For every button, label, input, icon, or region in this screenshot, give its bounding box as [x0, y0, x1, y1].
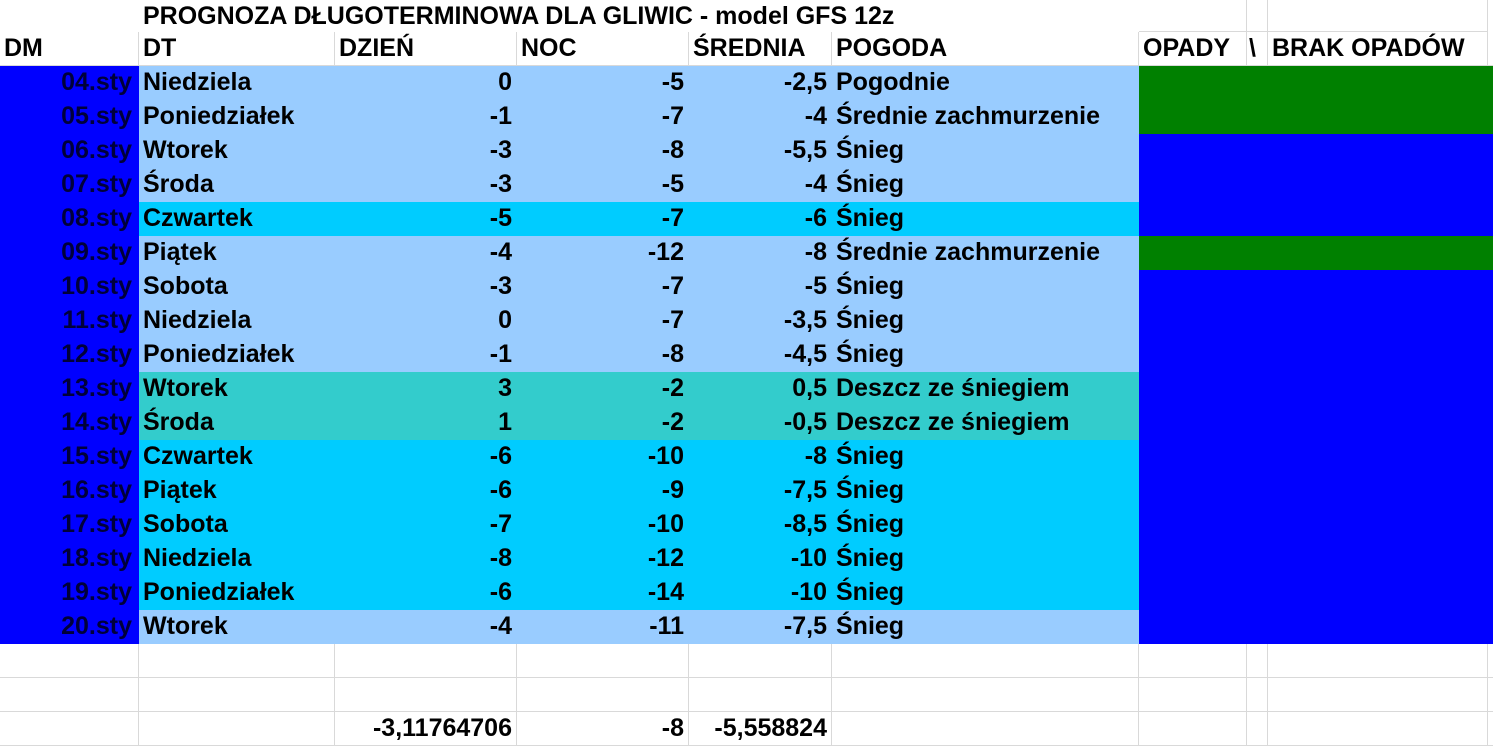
precipitation-indicator-cell[interactable] — [1139, 406, 1493, 440]
day-temp-cell[interactable]: 0 — [335, 304, 517, 338]
day-temp-cell[interactable]: -3 — [335, 168, 517, 202]
precipitation-indicator-cell[interactable] — [1139, 474, 1493, 508]
day-temp-cell[interactable]: 3 — [335, 372, 517, 406]
day-temp-cell[interactable]: -3 — [335, 270, 517, 304]
empty-cell[interactable] — [517, 644, 689, 678]
header-brak-opadow: BRAK OPADÓW — [1268, 32, 1488, 66]
date-cell[interactable]: 20.sty — [0, 610, 139, 644]
weather-cell[interactable]: Śnieg — [832, 304, 1139, 338]
night-temp-cell[interactable]: -7 — [517, 304, 689, 338]
date-cell[interactable]: 18.sty — [0, 542, 139, 576]
average-night-cell[interactable]: -8 — [517, 712, 689, 746]
weather-cell[interactable]: Średnie zachmurzenie — [832, 236, 1139, 270]
night-temp-cell[interactable]: -7 — [517, 202, 689, 236]
night-temp-cell[interactable]: -14 — [517, 576, 689, 610]
day-temp-cell[interactable]: -1 — [335, 338, 517, 372]
date-cell[interactable]: 10.sty — [0, 270, 139, 304]
day-temp-cell[interactable]: -8 — [335, 542, 517, 576]
weekday-cell[interactable]: Środa — [139, 168, 335, 202]
average-temp-cell[interactable]: -3,5 — [689, 304, 832, 338]
empty-cell[interactable] — [139, 678, 335, 712]
weather-cell[interactable]: Śnieg — [832, 134, 1139, 168]
empty-cell[interactable] — [1488, 0, 1493, 32]
precipitation-indicator-cell[interactable] — [1139, 100, 1493, 134]
night-temp-cell[interactable]: -12 — [517, 236, 689, 270]
empty-cell[interactable] — [139, 712, 335, 746]
precipitation-indicator-cell[interactable] — [1139, 270, 1493, 304]
average-temp-cell[interactable]: -4,5 — [689, 338, 832, 372]
average-temp-cell[interactable]: -2,5 — [689, 66, 832, 100]
night-temp-cell[interactable]: -2 — [517, 406, 689, 440]
weather-cell[interactable]: Śnieg — [832, 508, 1139, 542]
night-temp-cell[interactable]: -7 — [517, 270, 689, 304]
night-temp-cell[interactable]: -8 — [517, 134, 689, 168]
empty-cell[interactable] — [1488, 32, 1493, 66]
night-temp-cell[interactable]: -12 — [517, 542, 689, 576]
average-temp-cell[interactable]: 0,5 — [689, 372, 832, 406]
average-temp-cell[interactable]: -0,5 — [689, 406, 832, 440]
precipitation-indicator-cell[interactable] — [1139, 304, 1493, 338]
day-temp-cell[interactable]: -5 — [335, 202, 517, 236]
empty-cell[interactable] — [689, 678, 832, 712]
date-cell[interactable]: 07.sty — [0, 168, 139, 202]
day-temp-cell[interactable]: -7 — [335, 508, 517, 542]
night-temp-cell[interactable]: -2 — [517, 372, 689, 406]
header-opady: OPADY — [1139, 32, 1247, 66]
day-temp-cell[interactable]: -4 — [335, 236, 517, 270]
day-temp-cell[interactable]: -6 — [335, 576, 517, 610]
night-temp-cell[interactable]: -8 — [517, 338, 689, 372]
empty-cell[interactable] — [832, 678, 1139, 712]
header-separator: \ — [1247, 32, 1268, 66]
precipitation-indicator-cell[interactable] — [1139, 202, 1493, 236]
weekday-cell[interactable]: Niedziela — [139, 542, 335, 576]
weekday-cell[interactable]: Niedziela — [139, 304, 335, 338]
date-cell[interactable]: 15.sty — [0, 440, 139, 474]
weather-cell[interactable]: Śnieg — [832, 576, 1139, 610]
date-cell[interactable]: 11.sty — [0, 304, 139, 338]
weather-cell[interactable]: Średnie zachmurzenie — [832, 100, 1139, 134]
header-dm: DM — [0, 32, 139, 66]
empty-cell[interactable] — [1247, 644, 1268, 678]
average-temp-cell[interactable]: -7,5 — [689, 474, 832, 508]
weekday-cell[interactable]: Wtorek — [139, 134, 335, 168]
precipitation-indicator-cell[interactable] — [1139, 66, 1493, 100]
empty-cell[interactable] — [1139, 678, 1247, 712]
average-temp-cell[interactable]: -6 — [689, 202, 832, 236]
header-dt: DT — [139, 32, 335, 66]
header-pogoda: POGODA — [832, 32, 1139, 66]
weather-cell[interactable]: Śnieg — [832, 610, 1139, 644]
weather-cell[interactable]: Deszcz ze śniegiem — [832, 406, 1139, 440]
date-cell[interactable]: 14.sty — [0, 406, 139, 440]
weather-cell[interactable]: Śnieg — [832, 440, 1139, 474]
weather-cell[interactable]: Śnieg — [832, 202, 1139, 236]
weekday-cell[interactable]: Poniedziałek — [139, 100, 335, 134]
weekday-cell[interactable]: Poniedziałek — [139, 338, 335, 372]
average-temp-cell[interactable]: -5 — [689, 270, 832, 304]
night-temp-cell[interactable]: -9 — [517, 474, 689, 508]
average-temp-cell[interactable]: -7,5 — [689, 610, 832, 644]
weekday-cell[interactable]: Sobota — [139, 270, 335, 304]
empty-cell[interactable] — [1247, 712, 1268, 746]
empty-cell[interactable] — [832, 644, 1139, 678]
night-temp-cell[interactable]: -5 — [517, 168, 689, 202]
empty-cell[interactable] — [0, 712, 139, 746]
header-srednia: ŚREDNIA — [689, 32, 832, 66]
date-cell[interactable]: 16.sty — [0, 474, 139, 508]
weather-cell[interactable]: Śnieg — [832, 474, 1139, 508]
weekday-cell[interactable]: Wtorek — [139, 372, 335, 406]
weather-cell[interactable]: Pogodnie — [832, 66, 1139, 100]
day-temp-cell[interactable]: -3 — [335, 134, 517, 168]
precipitation-indicator-cell[interactable] — [1139, 236, 1493, 270]
date-cell[interactable]: 09.sty — [0, 236, 139, 270]
empty-cell[interactable] — [335, 644, 517, 678]
day-temp-cell[interactable]: -6 — [335, 474, 517, 508]
empty-cell[interactable] — [0, 644, 139, 678]
empty-cell[interactable] — [1268, 712, 1488, 746]
precipitation-indicator-cell[interactable] — [1139, 576, 1493, 610]
weekday-cell[interactable]: Czwartek — [139, 202, 335, 236]
empty-cell[interactable] — [1268, 0, 1488, 32]
precipitation-indicator-cell[interactable] — [1139, 440, 1493, 474]
average-temp-cell[interactable]: -10 — [689, 542, 832, 576]
date-cell[interactable]: 19.sty — [0, 576, 139, 610]
precipitation-indicator-cell[interactable] — [1139, 542, 1493, 576]
day-temp-cell[interactable]: 0 — [335, 66, 517, 100]
night-temp-cell[interactable]: -5 — [517, 66, 689, 100]
weekday-cell[interactable]: Piątek — [139, 236, 335, 270]
weekday-cell[interactable]: Niedziela — [139, 66, 335, 100]
header-noc: NOC — [517, 32, 689, 66]
weekday-cell[interactable]: Piątek — [139, 474, 335, 508]
empty-cell[interactable] — [1268, 644, 1488, 678]
weather-cell[interactable]: Śnieg — [832, 542, 1139, 576]
weekday-cell[interactable]: Czwartek — [139, 440, 335, 474]
precipitation-indicator-cell[interactable] — [1139, 508, 1493, 542]
empty-cell[interactable] — [1488, 712, 1493, 746]
average-temp-cell[interactable]: -8,5 — [689, 508, 832, 542]
date-cell[interactable]: 06.sty — [0, 134, 139, 168]
empty-cell[interactable] — [0, 0, 139, 32]
date-cell[interactable]: 04.sty — [0, 66, 139, 100]
empty-cell[interactable] — [689, 644, 832, 678]
empty-cell[interactable] — [139, 644, 335, 678]
empty-cell[interactable] — [0, 678, 139, 712]
weather-cell[interactable]: Deszcz ze śniegiem — [832, 372, 1139, 406]
weather-cell[interactable]: Śnieg — [832, 168, 1139, 202]
weather-cell[interactable]: Śnieg — [832, 270, 1139, 304]
date-cell[interactable]: 08.sty — [0, 202, 139, 236]
day-temp-cell[interactable]: -6 — [335, 440, 517, 474]
header-dzien: DZIEŃ — [335, 32, 517, 66]
date-cell[interactable]: 12.sty — [0, 338, 139, 372]
average-temp-cell[interactable]: -4 — [689, 100, 832, 134]
empty-cell[interactable] — [517, 678, 689, 712]
empty-cell[interactable] — [1139, 644, 1247, 678]
empty-cell[interactable] — [1268, 678, 1488, 712]
sheet-title: PROGNOZA DŁUGOTERMINOWA DLA GLIWIC - model GFS 12z — [143, 2, 895, 30]
average-temp-cell[interactable]: -8 — [689, 236, 832, 270]
precipitation-indicator-cell[interactable] — [1139, 610, 1493, 644]
weekday-cell[interactable]: Poniedziałek — [139, 576, 335, 610]
night-temp-cell[interactable]: -11 — [517, 610, 689, 644]
empty-cell[interactable] — [1488, 678, 1493, 712]
empty-cell[interactable] — [1139, 712, 1247, 746]
empty-cell[interactable] — [832, 712, 1139, 746]
weekday-cell[interactable]: Sobota — [139, 508, 335, 542]
weather-cell[interactable]: Śnieg — [832, 338, 1139, 372]
average-temp-cell[interactable]: -8 — [689, 440, 832, 474]
night-temp-cell[interactable]: -7 — [517, 100, 689, 134]
date-cell[interactable]: 13.sty — [0, 372, 139, 406]
empty-cell[interactable] — [1139, 0, 1247, 32]
precipitation-indicator-cell[interactable] — [1139, 338, 1493, 372]
day-temp-cell[interactable]: 1 — [335, 406, 517, 440]
night-temp-cell[interactable]: -10 — [517, 508, 689, 542]
average-temp-cell[interactable]: -10 — [689, 576, 832, 610]
night-temp-cell[interactable]: -10 — [517, 440, 689, 474]
average-day-cell[interactable]: -3,11764706 — [335, 712, 517, 746]
date-cell[interactable]: 17.sty — [0, 508, 139, 542]
empty-cell[interactable] — [1488, 644, 1493, 678]
day-temp-cell[interactable]: -1 — [335, 100, 517, 134]
precipitation-indicator-cell[interactable] — [1139, 372, 1493, 406]
empty-cell[interactable] — [335, 678, 517, 712]
weekday-cell[interactable]: Środa — [139, 406, 335, 440]
date-cell[interactable]: 05.sty — [0, 100, 139, 134]
precipitation-indicator-cell[interactable] — [1139, 168, 1493, 202]
average-temp-cell[interactable]: -5,5 — [689, 134, 832, 168]
average-temp-cell[interactable]: -4 — [689, 168, 832, 202]
average-mean-cell[interactable]: -5,558824 — [689, 712, 832, 746]
empty-cell[interactable] — [1247, 678, 1268, 712]
day-temp-cell[interactable]: -4 — [335, 610, 517, 644]
precipitation-indicator-cell[interactable] — [1139, 134, 1493, 168]
weekday-cell[interactable]: Wtorek — [139, 610, 335, 644]
empty-cell[interactable] — [1247, 0, 1268, 32]
